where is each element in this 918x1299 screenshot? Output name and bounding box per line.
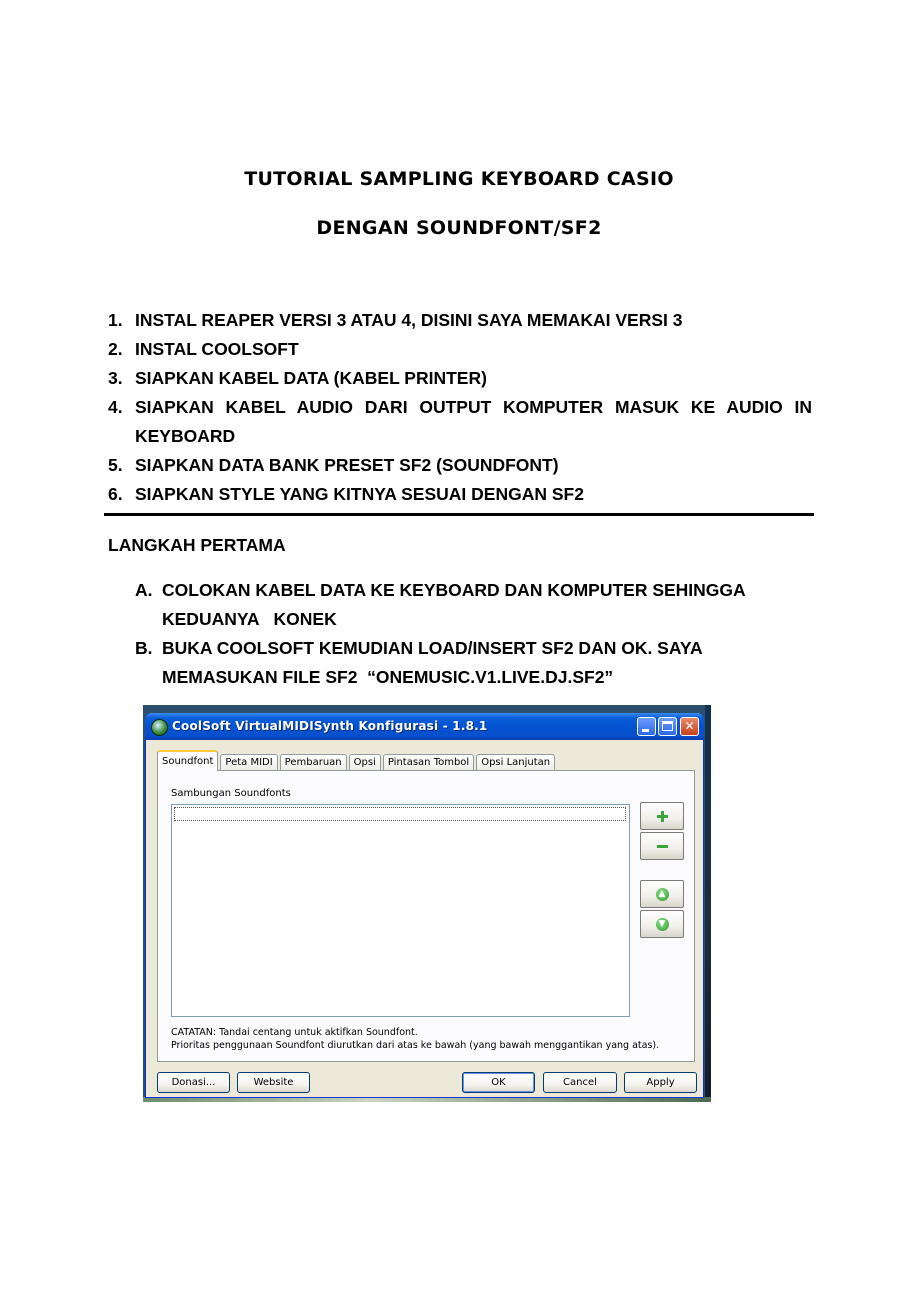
- list-text: SIAPKAN DATA BANK PRESET SF2 (SOUNDFONT): [135, 455, 559, 475]
- list-item: [135, 576, 775, 634]
- list-text: SIAPKAN STYLE YANG KITNYA SESUAI DENGAN SF2: [135, 484, 584, 504]
- list-number: 1.: [108, 310, 123, 330]
- list-text-line-1: SIAPKAN KABEL AUDIO DARI OUTPUT KOMPUTER MASUK KE AUDIO IN: [135, 397, 812, 417]
- minimize-icon: [642, 729, 649, 732]
- list-text: INSTAL REAPER VERSI 3 ATAU 4, DISINI SAYA MEMAKAI VERSI 3: [135, 310, 683, 330]
- list-letter: B.: [135, 638, 153, 658]
- app-icon: [151, 719, 168, 736]
- tab-opsi[interactable]: Opsi: [349, 754, 381, 771]
- list-item: [108, 306, 812, 335]
- cancel-button[interactable]: Cancel: [543, 1072, 617, 1093]
- list-number: 5.: [108, 455, 123, 475]
- desktop-background: [705, 705, 711, 1102]
- close-button[interactable]: [680, 717, 699, 736]
- minimize-button[interactable]: [637, 717, 656, 736]
- list-text-line-1: COLOKAN KABEL DATA KE KEYBOARD DAN KOMPUTER SEHINGGA: [162, 580, 746, 600]
- apply-button[interactable]: Apply: [624, 1072, 697, 1093]
- note-line-2: Prioritas penggunaan Soundfont diurutkan dari atas ke bawah (yang bawah menggantikan yang atas).: [171, 1040, 660, 1051]
- document-title-line-2: DENGAN SOUNDFONT/SF2: [316, 217, 602, 239]
- configuration-window: [145, 713, 704, 1098]
- list-text-line-2: MEMASUKAN FILE SF2 “ONEMUSIC.V1.LIVE.DJ.SF2”: [162, 667, 614, 687]
- soundfont-tab-panel: [157, 770, 695, 1062]
- move-up-button[interactable]: [640, 880, 684, 908]
- dialog-screenshot: [143, 705, 711, 1102]
- document-title-line-1: TUTORIAL SAMPLING KEYBOARD CASIO: [244, 168, 674, 190]
- list-letter: A.: [135, 580, 153, 600]
- close-icon: ✕: [684, 719, 695, 733]
- soundfont-list[interactable]: [171, 804, 630, 1017]
- horizontal-divider: [104, 513, 814, 516]
- requirements-list: [108, 306, 812, 509]
- list-item: [135, 634, 775, 692]
- arrow-up-icon: ▲: [656, 888, 669, 901]
- maximize-button[interactable]: [658, 717, 677, 736]
- tab-pintasan-tombol[interactable]: Pintasan Tombol: [383, 754, 474, 771]
- list-text: INSTAL COOLSOFT: [135, 339, 299, 359]
- remove-soundfont-button[interactable]: [640, 832, 684, 860]
- list-number: 2.: [108, 339, 123, 359]
- list-number: 6.: [108, 484, 123, 504]
- section-heading: LANGKAH PERTAMA: [108, 535, 286, 555]
- list-item: [108, 480, 812, 509]
- list-text: [162, 634, 703, 692]
- list-item: [108, 393, 812, 451]
- plus-icon: [657, 811, 668, 822]
- ok-button[interactable]: OK: [462, 1072, 535, 1093]
- list-item: [108, 335, 812, 364]
- list-number: 4.: [108, 397, 123, 417]
- minus-icon: [657, 845, 668, 848]
- list-text-line-2: KEDUANYA KONEK: [162, 609, 337, 629]
- steps-list: [135, 576, 775, 692]
- list-text-line-2: KEYBOARD: [135, 426, 236, 446]
- website-button[interactable]: Website: [237, 1072, 310, 1093]
- list-item: [108, 364, 812, 393]
- soundfont-list-label: Sambungan Soundfonts: [171, 788, 291, 799]
- note-text: [171, 1026, 659, 1052]
- list-text: SIAPKAN KABEL DATA (KABEL PRINTER): [135, 368, 487, 388]
- maximize-icon: [662, 721, 673, 731]
- list-item: [108, 451, 812, 480]
- list-focus-row[interactable]: [174, 807, 626, 821]
- tab-pembaruan[interactable]: Pembaruan: [280, 754, 347, 771]
- tab-soundfont[interactable]: Soundfont: [157, 750, 218, 771]
- list-text: [135, 393, 812, 451]
- list-number: 3.: [108, 368, 123, 388]
- window-title: CoolSoft VirtualMIDISynth Konfigurasi - 1.8.1: [172, 719, 488, 733]
- title-bar[interactable]: [145, 713, 704, 740]
- add-soundfont-button[interactable]: [640, 802, 684, 830]
- tab-opsi-lanjutan[interactable]: Opsi Lanjutan: [476, 754, 555, 771]
- tab-strip: [157, 749, 557, 771]
- note-line-1: CATATAN: Tandai centang untuk aktifkan Soundfont.: [171, 1027, 418, 1038]
- donate-button[interactable]: Donasi...: [157, 1072, 230, 1093]
- arrow-down-icon: ▼: [656, 918, 669, 931]
- move-down-button[interactable]: [640, 910, 684, 938]
- list-text-line-1: BUKA COOLSOFT KEMUDIAN LOAD/INSERT SF2 DAN OK. SAYA: [162, 638, 703, 658]
- list-text: [162, 576, 746, 634]
- tab-peta-midi[interactable]: Peta MIDI: [220, 754, 277, 771]
